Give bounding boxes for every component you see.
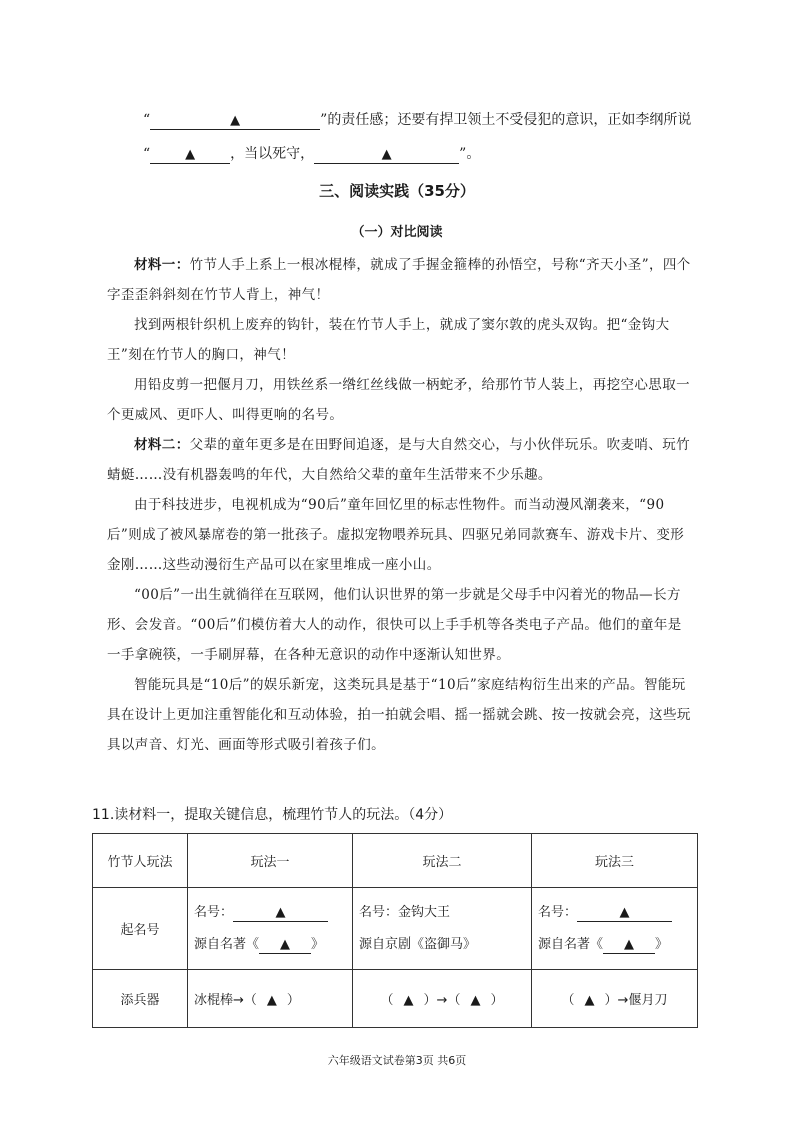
column-header-2: 玩法二: [353, 834, 532, 888]
material-2-paragraph-2: 由于科技进步，电视机成为“90后”童年回忆里的标志性物件。而当动漫风潮袭来，“90后”则成了被风暴席卷的第一批孩子。虚拟宠物喂养玩具、四驱兄弟同款赛车、游戏卡片、变形金刚……这些动漫衍生产品可以在家里堆成一座小山。: [107, 497, 685, 573]
table-corner-header: 竹节人玩法: [93, 834, 188, 888]
material-1-paragraph-2: 找到两根针织机上废弃的钩针，装在竹节人手上，就成了窦尔敦的虎头双钩。把“金钩大王”刻在竹节人的胸口，神气！: [107, 317, 670, 363]
triangle-mark-icon: ▲: [275, 904, 286, 920]
answer-blank-triangle-icon[interactable]: ▲: [584, 993, 595, 1008]
triangle-mark-icon: ▲: [230, 113, 241, 128]
material-2-paragraph-4: 智能玩具是“10后”的娱乐新宠，这类玩具是基于“10后”家庭结构衍生出来的产品。智能玩具在设计上更加注重智能化和互动体验，拍一拍就会唱、摇一摇就会跳、按一按就会亮，这些玩具以声音、灯光、画面等形式吸引着孩子们。: [107, 677, 691, 753]
triangle-mark-icon: ▲: [619, 904, 630, 920]
answer-blank[interactable]: [603, 937, 655, 954]
answer-blank[interactable]: [150, 112, 320, 130]
material-1-paragraph-3: 用铅皮剪一把偃月刀，用铁丝系一绺红丝线做一柄蛇矛，给那竹节人装上，再挖空心思取一个更威风、更吓人、叫得更响的名号。: [107, 377, 690, 423]
answer-blank-triangle-icon[interactable]: ▲: [470, 993, 481, 1008]
material-2-paragraph-3: “00后”一出生就徜徉在互联网，他们认识世界的第一步就是父母手中闪着光的物品—长方形、会发音。“00后”们模仿着大人的动作，很快可以上手手机等各类电子产品。他们的童年是一手拿碗筷，一手刷屏幕，在各种无意识的动作中逐渐认知世界。: [107, 587, 682, 663]
fill-line-1: “ ▲ ”的责任感；还要有捍卫领土不受侵犯的意识，正如李纲所说: [143, 112, 692, 128]
weapon-cell-1: 冰棍棒→（ ▲ ）: [188, 970, 353, 1028]
sub-title: （一）对比阅读: [351, 225, 443, 240]
section-title: 三、阅读实践（35分）: [319, 182, 475, 200]
question-11: 11.读材料一，提取关键信息，梳理竹节人的玩法。（4分）: [92, 807, 453, 823]
answer-blank-triangle-icon[interactable]: ▲: [403, 993, 414, 1008]
material-1-paragraph-1: 材料一：竹节人手上系上一根冰棍棒，就成了手握金箍棒的孙悟空，号称“齐天小圣”，四个字歪歪斜斜刻在竹节人背上，神气！: [107, 257, 691, 303]
fill-line-2: “ ▲ ，当以死守， ▲ ”。: [143, 146, 481, 162]
column-header-1: 玩法一: [188, 834, 353, 888]
answer-blank[interactable]: [233, 905, 328, 922]
triangle-mark-icon: ▲: [624, 936, 635, 952]
answer-blank[interactable]: [314, 146, 459, 164]
weapon-cell-3: （ ▲ ）→偃月刀: [532, 970, 698, 1028]
weapon-cell-2: （ ▲ ）→（ ▲ ）: [353, 970, 532, 1028]
triangle-mark-icon: ▲: [185, 147, 196, 162]
naming-cell-3: 名号： ▲ 源自名著《 ▲ 》: [532, 888, 698, 970]
page-footer: 六年级语文试卷第3页 共6页: [327, 1054, 467, 1067]
material-2-paragraph-1: 材料二：父辈的童年更多是在田野间追逐，是与大自然交心，与小伙伴玩乐。吹麦哨、玩竹蜻蜓……没有机器轰鸣的年代，大自然给父辈的童年生活带来不少乐趣。: [107, 437, 691, 483]
answer-blank[interactable]: [577, 905, 672, 922]
answer-blank[interactable]: [150, 146, 230, 164]
row-header-weapon: 添兵器: [93, 970, 188, 1028]
triangle-mark-icon: ▲: [280, 936, 291, 952]
reading-passage: [107, 250, 695, 760]
triangle-mark-icon: ▲: [381, 147, 392, 162]
column-header-3: 玩法三: [532, 834, 698, 888]
answer-blank[interactable]: [259, 937, 311, 954]
naming-cell-2: 名号：金钩大王 源自京剧《盗御马》: [353, 888, 532, 970]
play-methods-table: [92, 833, 698, 1028]
naming-cell-1: 名号： ▲ 源自名著《 ▲ 》: [188, 888, 353, 970]
row-header-naming: 起名号: [93, 888, 188, 970]
answer-blank-triangle-icon[interactable]: ▲: [266, 993, 277, 1008]
